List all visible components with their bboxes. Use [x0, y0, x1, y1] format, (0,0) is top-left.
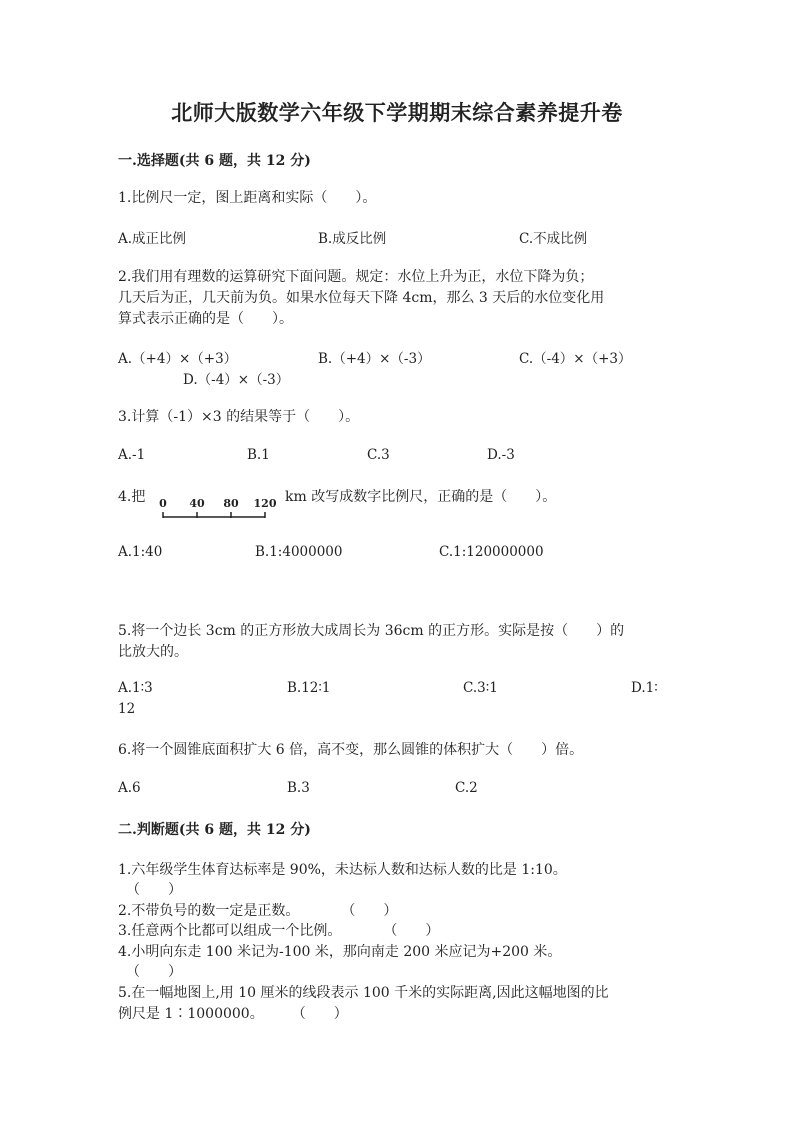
q4-option-a: A.1:40: [118, 544, 163, 560]
question-2-line-1: 2.我们用有理数的运算研究下面问题。规定：水位上升为正，水位下降为负；: [118, 269, 594, 285]
judge-item-3: 3.任意两个比都可以组成一个比例。 （ ）: [118, 923, 440, 939]
q2-option-b: B.（+4）×（-3）: [318, 351, 431, 367]
scale-bar-figure: [157, 492, 282, 522]
q2-option-a: A.（+4）×（+3）: [118, 351, 238, 367]
question-3: 3.计算（-1）×3 的结果等于（ ）。: [118, 409, 360, 425]
judge-item-1: 1.六年级学生体育达标率是 90%，未达标人数和达标人数的比是 1:10。: [118, 862, 567, 878]
scale-label-0: 0: [159, 497, 167, 510]
scale-label-120: 120: [253, 497, 277, 510]
judge-item-5-line-2: 例尺是 1∶1000000。 （ ）: [118, 1006, 348, 1022]
section-heading-choice: 一.选择题(共 6 题，共 12 分): [118, 153, 311, 169]
section-heading-judge: 二.判断题(共 6 题，共 12 分): [118, 822, 311, 838]
q6-option-c: C.2: [455, 780, 478, 796]
judge-item-5-line-1: 5.在一幅地图上,用 10 厘米的线段表示 100 千米的实际距离,因此这幅地图的比: [118, 985, 609, 1001]
q3-option-c: C.3: [367, 447, 390, 463]
q1-option-a: A.成正比例: [118, 231, 187, 247]
q5-option-d: D.1∶: [631, 680, 658, 696]
q5-option-d-continued: 12: [118, 701, 136, 717]
question-2-line-3: 算式表示正确的是（ ）。: [118, 311, 293, 327]
question-4-prefix: 4.把: [118, 489, 146, 505]
q1-option-b: B.成反比例: [318, 231, 387, 247]
q5-option-b: B.12∶1: [287, 680, 331, 696]
question-4-suffix: km 改写成数字比例尺，正确的是（ ）。: [285, 489, 557, 505]
question-5-line-2: 比放大的。: [118, 644, 188, 660]
question-2-line-2: 几天后为正，几天前为负。如果水位每天下降 4cm，那么 3 天后的水位变化用: [118, 290, 605, 306]
q5-option-c: C.3∶1: [463, 680, 498, 696]
judge-item-4: 4.小明向东走 100 米记为-100 米，那向南走 200 米应记为+200 米。: [118, 944, 562, 960]
scale-label-80: 80: [223, 497, 239, 510]
q2-option-c: C.（-4）×（+3）: [519, 351, 632, 367]
q4-option-c: C.1:120000000: [439, 544, 544, 560]
judge-item-4-blank: （ ）: [126, 964, 182, 980]
q2-option-d: D.（-4）×（-3）: [183, 372, 290, 388]
q3-option-a: A.-1: [118, 447, 146, 463]
page-title: 北师大版数学六年级下学期期末综合素养提升卷: [171, 100, 623, 125]
judge-item-1-blank: （ ）: [126, 882, 182, 898]
q1-option-c: C.不成比例: [519, 231, 588, 247]
question-5-line-1: 5.将一个边长 3cm 的正方形放大成周长为 36cm 的正方形。实际是按（ ）的: [118, 623, 625, 639]
judge-item-2: 2.不带负号的数一定是正数。 （ ）: [118, 903, 398, 919]
q6-option-b: B.3: [287, 780, 310, 796]
q5-option-a: A.1∶3: [118, 680, 153, 696]
q6-option-a: A.6: [118, 780, 141, 796]
scale-label-40: 40: [189, 497, 205, 510]
q3-option-b: B.1: [247, 447, 270, 463]
question-1: 1.比例尺一定，图上距离和实际（ ）。: [118, 190, 377, 206]
q3-option-d: D.-3: [487, 447, 515, 463]
question-6: 6.将一个圆锥底面积扩大 6 倍，高不变，那么圆锥的体积扩大（ ）倍。: [118, 742, 584, 758]
scale-bar-line: [163, 512, 265, 518]
q4-option-b: B.1:4000000: [255, 544, 343, 560]
